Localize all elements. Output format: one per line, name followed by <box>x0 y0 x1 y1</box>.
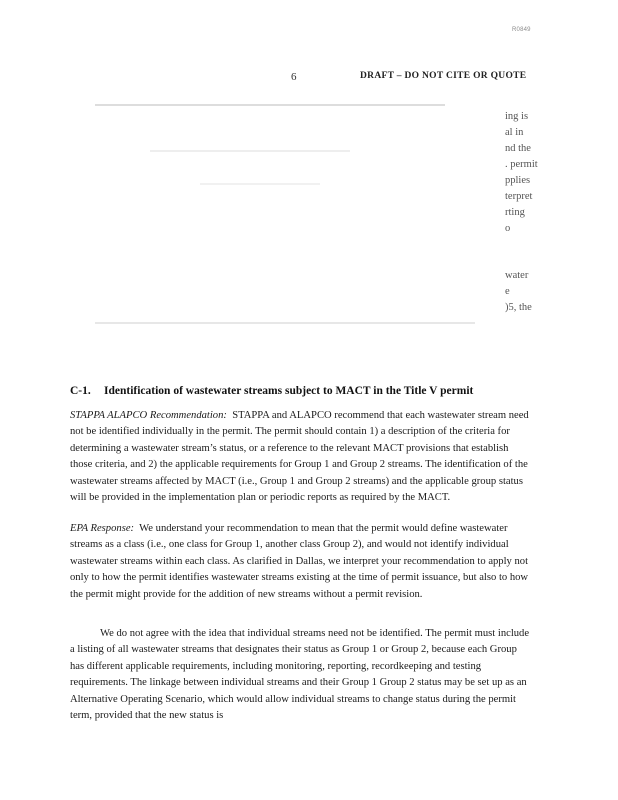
recommendation-text: STAPPA and ALAPCO recommend that each wastewater stream need not be identified individually in the permit. The permit should contain 1) a description of the criteria for determining a wastewater stream’s status, or a reference to the relevant MACT provisions that establish those criteria, and 2) the applicable requirements for Group 1 and Group 2 streams. The identification of the wastewater streams affected by MACT (i.e., Group 1 and Group 2 streams) and the applicable group status will be provided in the implementation plan or periodic reports as required by the MACT. <box>70 410 529 504</box>
recommendation-label: STAPPA ALAPCO Recommendation: <box>70 410 227 421</box>
obscured-fragment: e <box>505 286 510 297</box>
obscured-fragment: ing is <box>505 111 529 122</box>
obscured-fragment: . permit <box>505 159 538 170</box>
draft-notice: DRAFT – DO NOT CITE OR QUOTE <box>360 71 527 81</box>
section-number: C-1. <box>70 385 91 397</box>
faint-text-line <box>200 183 320 185</box>
obscured-fragment: )5, the <box>505 302 532 313</box>
section-title: Identification of wastewater streams subject to MACT in the Title V permit <box>104 385 474 397</box>
recommendation-paragraph <box>70 408 530 506</box>
obscured-fragment: al in <box>505 127 524 138</box>
obscured-fragment: nd the <box>505 143 531 154</box>
obscured-fragment: terpret <box>505 191 533 202</box>
obscured-fragment: rting <box>505 207 525 218</box>
response-label: EPA Response: <box>70 523 135 534</box>
obscured-fragment: o <box>505 223 511 234</box>
body-paragraph <box>70 626 530 724</box>
response-paragraph <box>70 521 530 603</box>
response-text: We understand your recommendation to mean that the permit would define wastewater streams as a class (i.e., one class for Group 1, another class Group 2), and would not identify individual wastewater streams within each class. As clarified in Dallas, we interpret your recommendation to apply not only to how the permit identifies wastewater streams existing at the time of permit issuance, but also to how the permit might provide for the addition of new streams without a permit revision. <box>70 523 529 600</box>
section-heading <box>70 385 540 397</box>
faint-text-line <box>95 322 475 324</box>
paragraph-text: We do not agree with the idea that individual streams need not be identified. The permit must include a listing of all wastewater streams that designates their status as Group 1 or Group 2, because each Group has different applicable requirements, including monitoring, reporting, recordkeeping and testing requirements. The linkage between individual streams and their Group 1 Group 2 status may be set up as an Alternative Operating Scenario, which would allow individual streams to change status during the permit term, provided that the new status is <box>70 628 530 722</box>
faint-text-line <box>150 150 350 152</box>
faint-text-line <box>95 104 445 106</box>
obscured-fragment: water <box>505 270 529 281</box>
page-number: 6 <box>291 71 297 83</box>
obscured-fragment: pplies <box>505 175 531 186</box>
bates-number: R0849 <box>512 27 531 33</box>
